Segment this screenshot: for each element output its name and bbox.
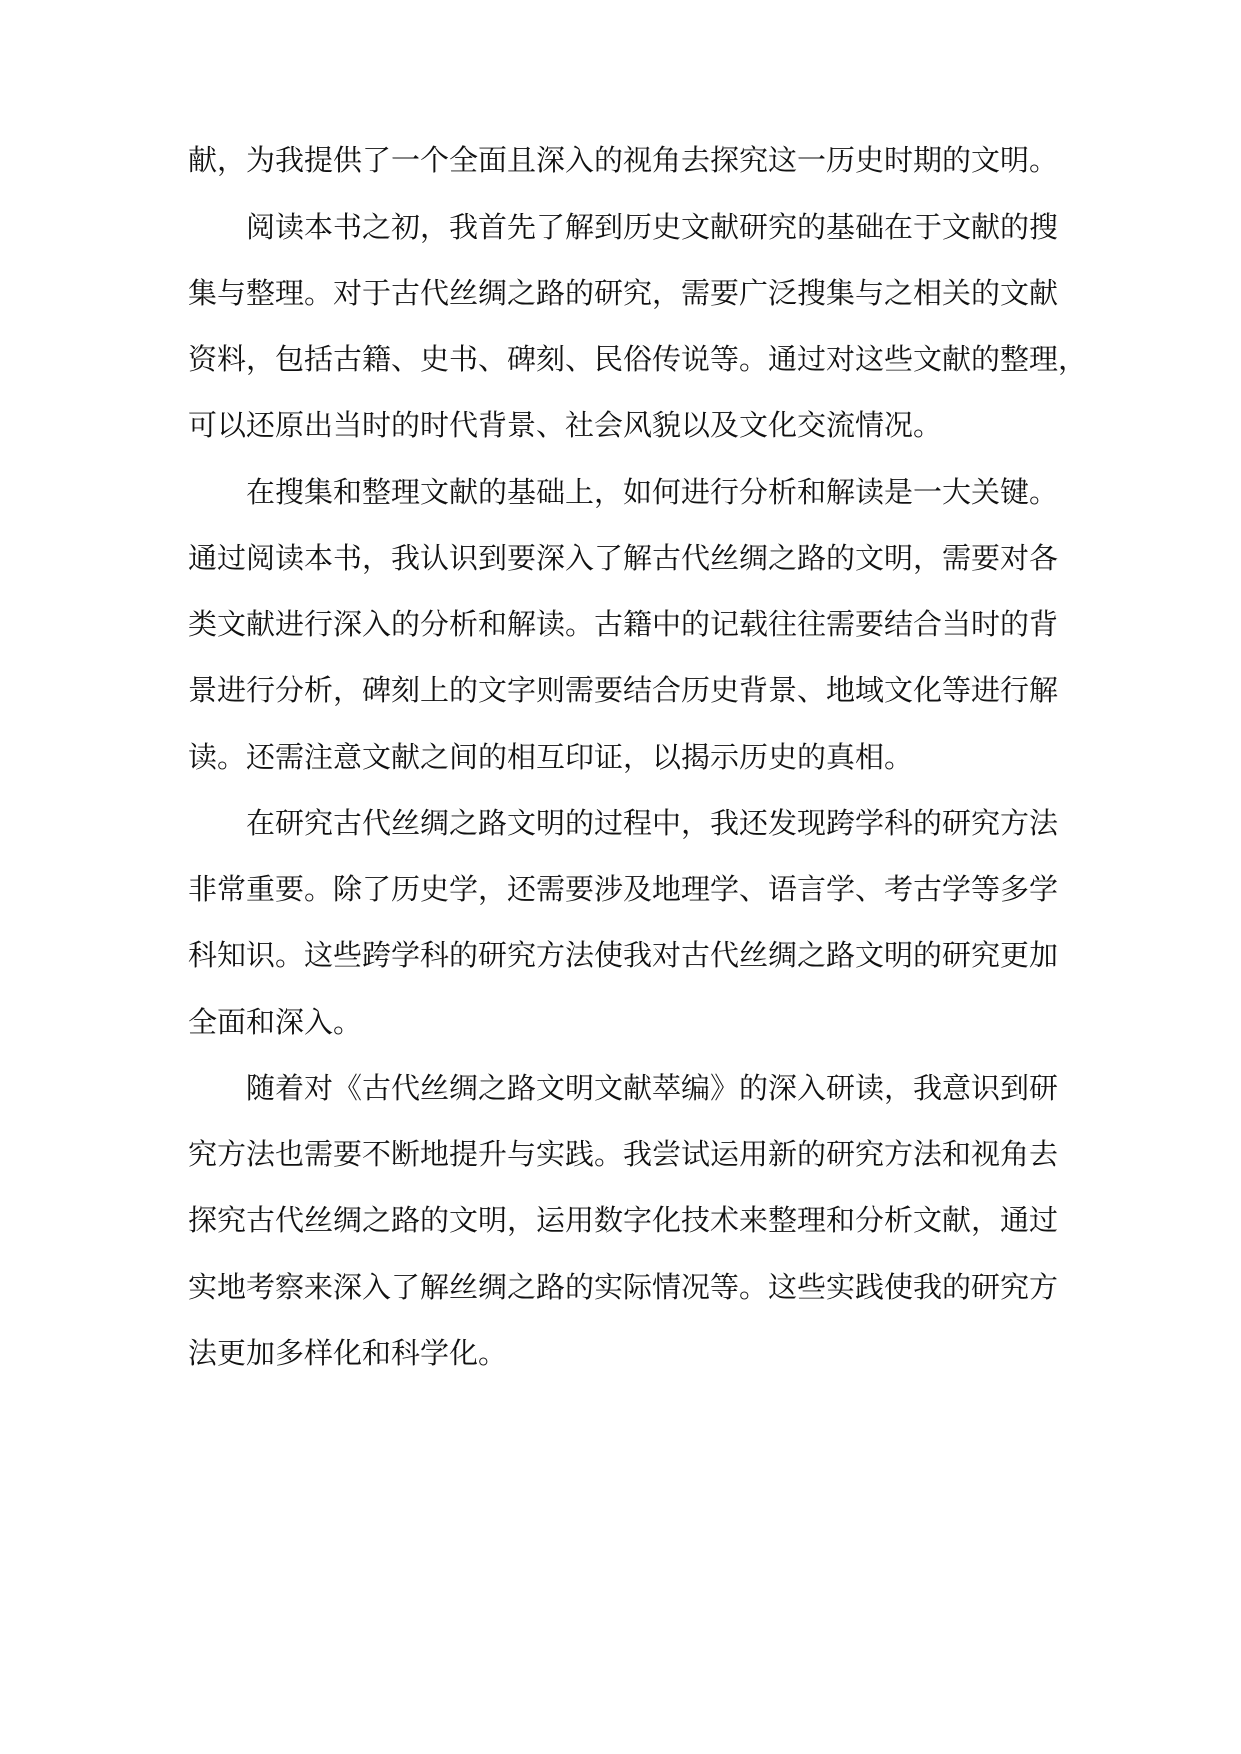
- text-line: 类文献进行深入的分析和解读。古籍中的记载往往需要结合当时的背: [188, 607, 1059, 641]
- text-line: 究方法也需要不断地提升与实践。我尝试运用新的研究方法和视角去: [188, 1137, 1059, 1171]
- text-line: 可以还原出当时的时代背景、社会风貌以及文化交流情况。: [188, 408, 943, 442]
- paragraph-first-line: 在研究古代丝绸之路文明的过程中，我还发现跨学科的研究方法: [246, 806, 1059, 840]
- text-line: 非常重要。除了历史学，还需要涉及地理学、语言学、考古学等多学: [188, 872, 1059, 906]
- text-line: 通过阅读本书，我认识到要深入了解古代丝绸之路的文明，需要对各: [188, 541, 1059, 575]
- text-line: 科知识。这些跨学科的研究方法使我对古代丝绸之路文明的研究更加: [188, 938, 1059, 972]
- text-line: 全面和深入。: [188, 1005, 363, 1039]
- paragraph-first-line: 在搜集和整理文献的基础上，如何进行分析和解读是一大关键。: [246, 475, 1059, 509]
- text-line: 景进行分析，碑刻上的文字则需要结合历史背景、地域文化等进行解: [188, 673, 1059, 707]
- paragraph-first-line: 随着对《古代丝绸之路文明文献萃编》的深入研读，我意识到研: [246, 1071, 1059, 1105]
- text-line: 探究古代丝绸之路的文明，运用数字化技术来整理和分析文献，通过: [188, 1203, 1059, 1237]
- text-line: 献，为我提供了一个全面且深入的视角去探究这一历史时期的文明。: [188, 143, 1059, 177]
- paragraph-first-line: 阅读本书之初，我首先了解到历史文献研究的基础在于文献的搜: [246, 210, 1059, 244]
- text-line: 读。还需注意文献之间的相互印证，以揭示历史的真相。: [188, 740, 914, 774]
- text-line: 资料，包括古籍、史书、碑刻、民俗传说等。通过对这些文献的整理，: [188, 342, 1088, 376]
- text-line: 集与整理。对于古代丝绸之路的研究，需要广泛搜集与之相关的文献: [188, 276, 1059, 310]
- text-line: 实地考察来深入了解丝绸之路的实际情况等。这些实践使我的研究方: [188, 1270, 1059, 1304]
- text-line: 法更加多样化和科学化。: [188, 1336, 508, 1370]
